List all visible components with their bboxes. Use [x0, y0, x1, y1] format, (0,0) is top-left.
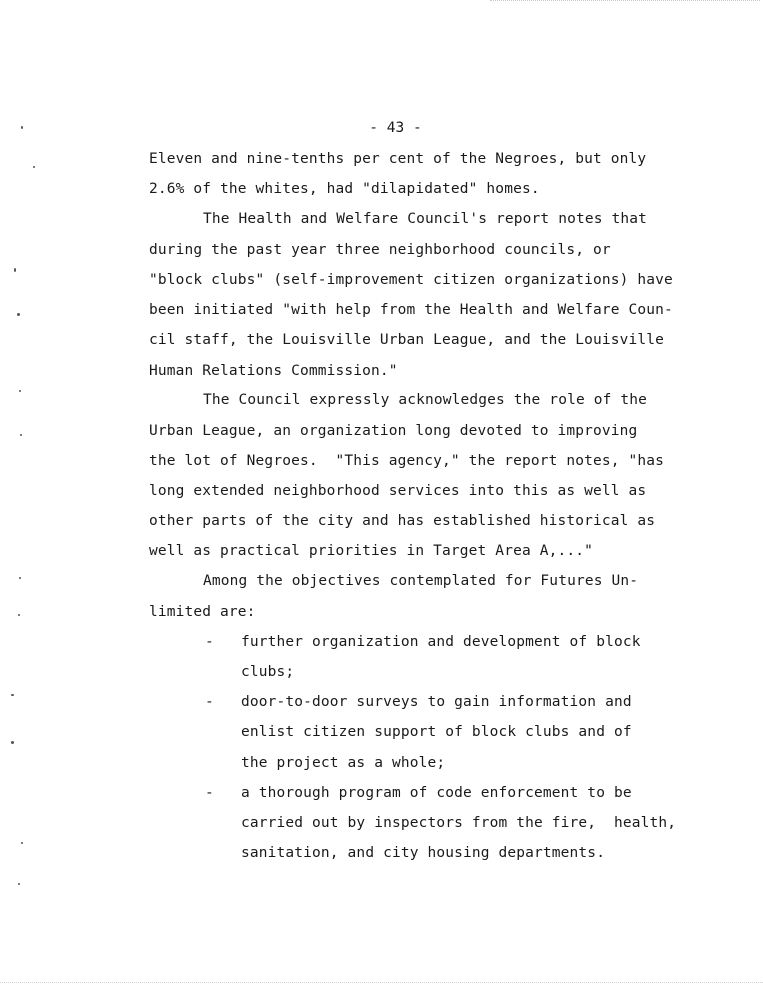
text-line: Among the objectives contemplated for Futures Un-	[203, 573, 639, 589]
bullet-text-line: a thorough program of code enforcement to be	[241, 785, 632, 801]
scan-speck	[21, 842, 23, 844]
scan-edge-top	[490, 0, 760, 3]
text-line: well as practical priorities in Target Area A,..."	[149, 543, 593, 559]
scan-speck	[21, 126, 23, 129]
scan-speck	[18, 883, 20, 885]
bullet-text-line: carried out by inspectors from the fire, health,	[241, 815, 677, 831]
scan-speck	[18, 614, 20, 616]
scan-speck	[17, 313, 20, 316]
bullet-text-line: further organization and development of block	[241, 634, 641, 650]
text-line: the lot of Negroes. "This agency," the report notes, "has	[149, 453, 665, 469]
text-line: Eleven and nine-tenths per cent of the Negroes, but only	[149, 151, 647, 167]
text-line: during the past year three neighborhood councils, or	[149, 242, 611, 258]
scan-speck	[20, 434, 22, 436]
scan-speck	[14, 268, 16, 272]
text-line: been initiated "with help from the Health and Welfare Coun-	[149, 302, 673, 318]
text-line: limited are:	[149, 604, 256, 620]
text-line: The Health and Welfare Council's report notes that	[203, 211, 647, 227]
text-line: long extended neighborhood services into this as well as	[149, 483, 647, 499]
bullet-text-line: sanitation, and city housing departments.	[241, 845, 606, 861]
bullet-text-line: clubs;	[241, 664, 295, 680]
page-number: - 43 -	[369, 120, 422, 136]
scan-speck	[19, 577, 21, 579]
scan-speck	[19, 390, 21, 392]
bullet-text-line: door-to-door surveys to gain information and	[241, 694, 632, 710]
bullet-dash: -	[205, 634, 214, 650]
bullet-text-line: enlist citizen support of block clubs and of	[241, 724, 632, 740]
scan-speck	[11, 741, 14, 744]
text-line: 2.6% of the whites, had "dilapidated" homes.	[149, 181, 540, 197]
scan-edge-bottom	[0, 982, 763, 985]
text-line: Urban League, an organization long devoted to improving	[149, 423, 638, 439]
bullet-dash: -	[205, 694, 214, 710]
scan-speck	[33, 166, 35, 168]
text-line: Human Relations Commission."	[149, 363, 398, 379]
bullet-text-line: the project as a whole;	[241, 755, 446, 771]
bullet-dash: -	[205, 785, 214, 801]
text-line: other parts of the city and has established historical as	[149, 513, 656, 529]
text-line: The Council expressly acknowledges the role of the	[203, 392, 647, 408]
text-line: cil staff, the Louisville Urban League, and the Louisville	[149, 332, 665, 348]
text-line: "block clubs" (self-improvement citizen organizations) have	[149, 272, 673, 288]
scan-speck	[11, 694, 14, 696]
